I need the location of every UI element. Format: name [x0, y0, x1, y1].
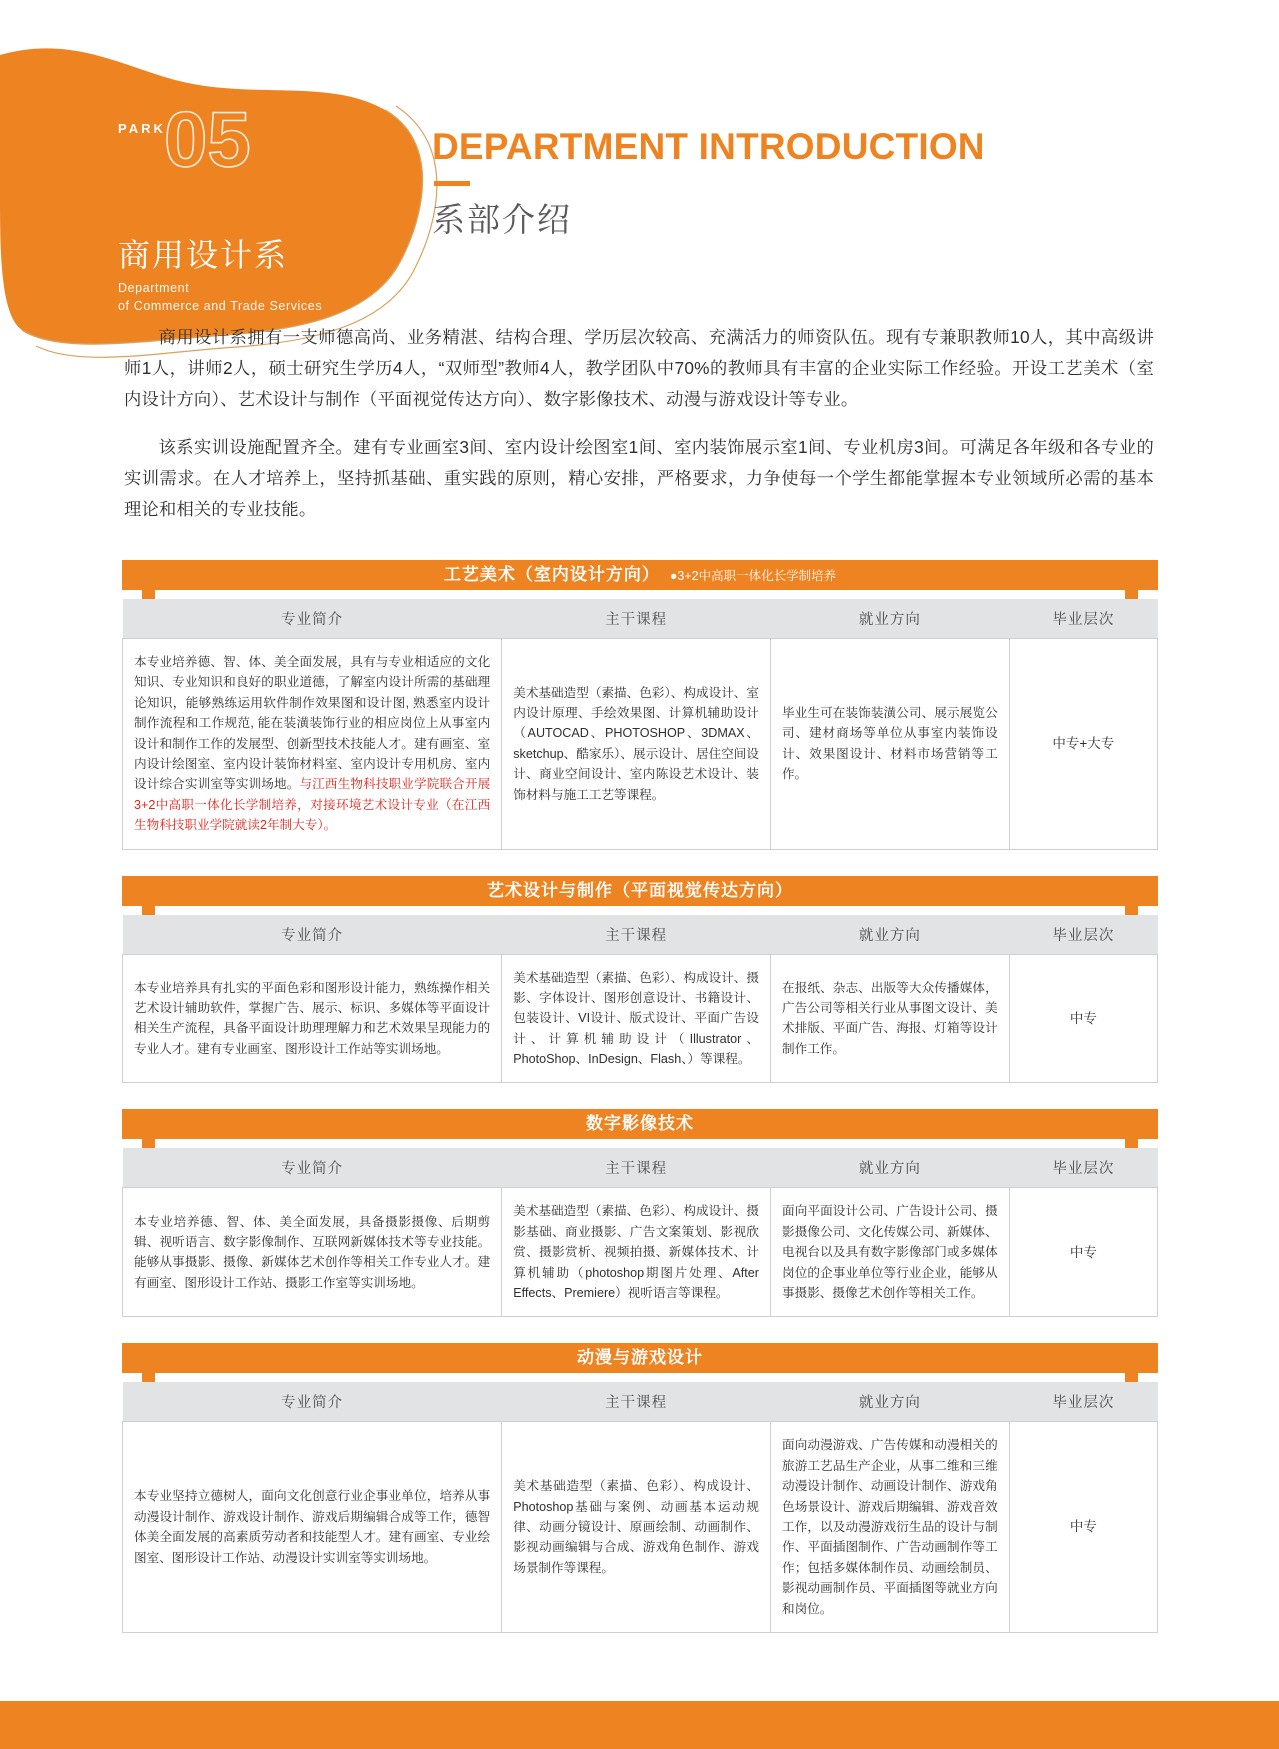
cell-program-intro — [123, 1188, 502, 1317]
table-row — [123, 1422, 1158, 1633]
cell-program-intro — [123, 639, 502, 850]
cell-graduation-level: 中专 — [1009, 1422, 1157, 1633]
page-title-en: DEPARTMENT INTRODUCTION — [432, 126, 985, 167]
column-header-c2: 主干课程 — [502, 1382, 771, 1422]
page-title-cn: 系部介绍 — [432, 200, 572, 238]
cell-graduation-level: 中专 — [1009, 1188, 1157, 1317]
cell-core-courses: 美术基础造型（素描、色彩）、构成设计、摄影基础、商业摄影、广告文案策划、影视欣赏、摄影赏析、视频拍摄、新媒体技术、计算机辅助（photoshop期图片处理、After Effects、Premiere）视听语言等课程。 — [502, 1188, 771, 1317]
column-header-c1: 专业简介 — [123, 599, 502, 639]
cell-core-courses: 美术基础造型（素描、色彩）、构成设计、Photoshop基础与案例、动画基本运动规律、动画分镜设计、原画绘制、动画制作、影视动画编辑与合成、游戏角色制作、游戏场景制作等课程。 — [502, 1422, 771, 1633]
cell-graduation-level: 中专+大专 — [1009, 639, 1157, 850]
column-header-c4: 毕业层次 — [1009, 599, 1157, 639]
column-header-c4: 毕业层次 — [1009, 1148, 1157, 1188]
program-title-text: 工艺美术（室内设计方向） — [443, 565, 660, 584]
intro-paragraph-1: 商用设计系拥有一支师德高尚、业务精湛、结构合理、学历层次较高、充满活力的师资队伍。现有专兼职教师10人，其中高级讲师1人，讲师2人，硕士研究生学历4人，“双师型”教师4人，教学团队中70%的教师具有丰富的企业实际工作经验。开设工艺美术（室内设计方向）、艺术设计与制作（平面视觉传达方向）、数字影像技术、动漫与游戏设计等专业。 — [124, 327, 1154, 409]
program-intro-text: 本专业培养德、智、体、美全面发展，具有与专业相适应的文化知识、专业知识和良好的职业道德，了解室内设计所需的基础理论知识，能够熟练运用软件制作效果图和设计图, 熟悉室内设计制作流程和工作规范, 能在装潢装饰行业的相应岗位上从事室内设计和制作工作的发展型、创新型技术技能人才。建有画室、室内设计绘图室、室内设计装饰材料室、室内设计专用机房、室内设计综合实训室等实训场地。 — [134, 655, 491, 792]
program-title-note: ●3+2中高职一体化长学制培养 — [669, 569, 837, 583]
table-header-row — [123, 599, 1158, 639]
program-intro-highlight: 与江西生物科技职业学院联合开展3+2中高职一体化长学制培养，对接环境艺术设计专业（在江西生物科技职业学院就读2年制大专）。 — [134, 777, 491, 833]
cell-employment: 面向平面设计公司、广告设计公司、摄影摄像公司、文化传媒公司、新媒体、电视台以及具有数字影像部门或多媒体岗位的企事业单位等行业企业，能够从事摄影、摄像艺术创作等相关工作。 — [771, 1188, 1010, 1317]
column-header-c1: 专业简介 — [123, 915, 502, 955]
program-table — [122, 1382, 1158, 1633]
program-block — [122, 1109, 1158, 1317]
column-header-c3: 就业方向 — [771, 1148, 1010, 1188]
introduction-text — [124, 322, 1154, 543]
title-bar-notch-right — [1125, 1373, 1138, 1382]
title-bar-notch-left — [142, 1373, 155, 1382]
table-row — [123, 1188, 1158, 1317]
table-header-row — [123, 1148, 1158, 1188]
department-name-cn: 商用设计系 — [118, 237, 289, 273]
program-title-text: 数字影像技术 — [586, 1114, 694, 1134]
table-row — [123, 639, 1158, 850]
page-title-block — [432, 128, 1132, 238]
column-header-c3: 就业方向 — [771, 599, 1010, 639]
program-table — [122, 915, 1158, 1084]
cell-employment: 毕业生可在装饰装潢公司、展示展览公司、建材商场等单位从事室内装饰设计、效果图设计、材料市场营销等工作。 — [771, 639, 1010, 850]
cell-program-intro — [123, 1422, 502, 1633]
title-bar-notch-left — [142, 906, 155, 915]
title-bar-notch-left — [142, 590, 155, 599]
park-label: PARK — [118, 121, 166, 136]
cell-core-courses: 美术基础造型（素描、色彩）、构成设计、室内设计原理、手绘效果图、计算机辅助设计（AUTOCAD、PHOTOSHOP、3DMAX、sketchup、酷家乐）、展示设计、居住空间设计、商业空间设计、室内陈设艺术设计、装饰材料与施工工艺等课程。 — [502, 639, 771, 850]
program-title — [122, 876, 1158, 906]
department-name-en — [118, 279, 418, 315]
program-title-bar — [122, 1109, 1158, 1139]
park-number: 05 — [164, 95, 251, 183]
table-row — [123, 954, 1158, 1083]
program-title-bar — [122, 876, 1158, 906]
program-table — [122, 1148, 1158, 1317]
column-header-c1: 专业简介 — [123, 1382, 502, 1422]
program-title — [122, 560, 1158, 590]
cell-graduation-level: 中专 — [1009, 954, 1157, 1083]
column-header-c1: 专业简介 — [123, 1148, 502, 1188]
program-title — [122, 1109, 1158, 1139]
program-intro-text: 本专业培养德、智、体、美全面发展，具备摄影摄像、后期剪辑、视听语言、数字影像制作、互联网新媒体技术等专业技能。能够从事摄影、摄像、新媒体艺术创作等相关工作专业人才。建有画室、图形设计工作站、摄影工作室等实训场地。 — [134, 1214, 491, 1290]
cell-core-courses: 美术基础造型（素描、色彩）、构成设计、摄影、字体设计、图形创意设计、书籍设计、包装设计、VI设计、版式设计、平面广告设计、计算机辅助设计（Illustrator、PhotoShop、InDesign、Flash、）等课程。 — [502, 954, 771, 1083]
title-divider — [434, 181, 470, 186]
program-table — [122, 599, 1158, 850]
column-header-c2: 主干课程 — [502, 599, 771, 639]
intro-paragraph-2: 该系实训设施配置齐全。建有专业画室3间、室内设计绘图室1间、室内装饰展示室1间、专业机房3间。可满足各年级和各专业的实训需求。在人才培养上，坚持抓基础、重实践的原则，精心安排，严格要求，力争使每一个学生都能掌握本专业领域所必需的基本理论和相关的专业技能。 — [124, 437, 1154, 519]
program-intro-text: 本专业培养具有扎实的平面色彩和图形设计能力，熟练操作相关艺术设计辅助软件，掌握广告、展示、标识、多媒体等平面设计相关生产流程，具备平面设计助理理解力和艺术效果呈现能力的专业人才。建有专业画室、图形设计工作站等实训场地。 — [134, 980, 491, 1056]
cell-program-intro — [123, 954, 502, 1083]
column-header-c2: 主干课程 — [502, 915, 771, 955]
column-header-c3: 就业方向 — [771, 1382, 1010, 1422]
column-header-c3: 就业方向 — [771, 915, 1010, 955]
program-title-bar — [122, 560, 1158, 590]
column-header-c2: 主干课程 — [502, 1148, 771, 1188]
program-title-bar — [122, 1343, 1158, 1373]
department-en-line1: Department — [118, 281, 190, 296]
program-title-text: 动漫与游戏设计 — [577, 1348, 703, 1368]
department-en-line2: of Commerce and Trade Services — [118, 299, 323, 314]
program-block — [122, 1343, 1158, 1633]
table-header-row — [123, 915, 1158, 955]
footer-bar — [0, 1701, 1279, 1749]
program-block — [122, 876, 1158, 1084]
title-bar-notch-right — [1125, 590, 1138, 599]
program-title-text: 艺术设计与制作（平面视觉传达方向） — [487, 880, 793, 900]
program-tables — [122, 560, 1158, 1659]
title-bar-notch-right — [1125, 1139, 1138, 1148]
cell-employment: 面向动漫游戏、广告传媒和动漫相关的旅游工艺品生产企业，从事二维和三维动漫设计制作、动画设计制作、游戏角色场景设计、游戏后期编辑、游戏音效工作，以及动漫游戏衍生品的设计与制作、平面插图制作、广告动画制作等工作；包括多媒体制作员、动画绘制员、影视动画制作员、平面插图等就业方向和岗位。 — [771, 1422, 1010, 1633]
title-bar-notch-left — [142, 1139, 155, 1148]
program-intro-text: 本专业坚持立德树人，面向文化创意行业企事业单位，培养从事动漫设计制作、游戏设计制作、游戏后期编辑合成等工作，德智体美全面发展的高素质劳动者和技能型人才。建有画室、专业绘图室、图形设计工作站、动漫设计实训室等实训场地。 — [134, 1489, 491, 1565]
column-header-c4: 毕业层次 — [1009, 915, 1157, 955]
park-block — [118, 95, 418, 315]
column-header-c4: 毕业层次 — [1009, 1382, 1157, 1422]
program-block — [122, 560, 1158, 850]
program-title — [122, 1343, 1158, 1373]
cell-employment: 在报纸、杂志、出版等大众传播媒体，广告公司等相关行业从事图文设计、美术排版、平面广告、海报、灯箱等设计制作工作。 — [771, 954, 1010, 1083]
title-bar-notch-right — [1125, 906, 1138, 915]
table-header-row — [123, 1382, 1158, 1422]
